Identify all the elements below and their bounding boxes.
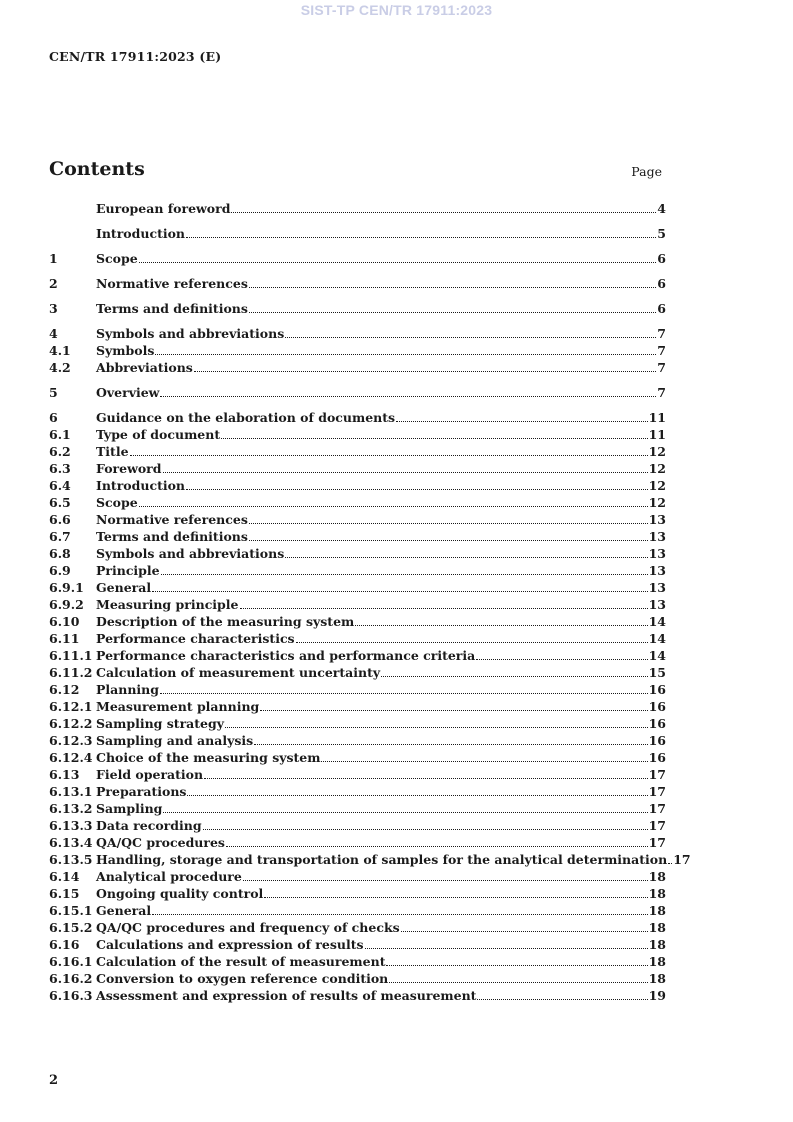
toc-entry-page: 18 (648, 886, 666, 901)
toc-entry-title: Type of document (96, 427, 221, 442)
toc-entry-page: 18 (648, 971, 666, 986)
toc-entry[interactable] (49, 750, 666, 767)
toc-entry[interactable] (49, 920, 666, 937)
toc-leader-dots (249, 540, 648, 541)
toc-entry-title: Symbols and abbreviations (96, 326, 285, 341)
toc-entry-page: 7 (657, 360, 666, 375)
toc-entry-title: Foreword (96, 461, 162, 476)
toc-entry-number: 6.12 (49, 682, 80, 697)
toc-entry[interactable] (49, 869, 666, 886)
toc-entry-page: 16 (648, 716, 666, 731)
toc-entry-number: 6.11.1 (49, 648, 93, 663)
toc-leader-dots (264, 897, 647, 898)
toc-entry-page: 17 (648, 784, 666, 799)
toc-entry-number: 6.16.2 (49, 971, 93, 986)
toc-entry[interactable] (49, 529, 666, 546)
toc-entry-page: 18 (648, 903, 666, 918)
toc-leader-dots (401, 931, 648, 932)
toc-entry-number: 6.4 (49, 478, 71, 493)
toc-leader-dots (139, 262, 657, 263)
toc-entry-number: 4.2 (49, 360, 71, 375)
toc-entry-title: Calculations and expression of results (96, 937, 364, 952)
toc-entry-title: Measuring principle (96, 597, 239, 612)
toc-leader-dots (186, 237, 656, 238)
toc-entry-title: Performance characteristics (96, 631, 295, 646)
toc-entry[interactable] (49, 971, 666, 988)
toc-entry-page: 6 (657, 276, 666, 291)
toc-entry[interactable] (49, 461, 666, 478)
toc-leader-dots (163, 472, 648, 473)
toc-entry-page: 13 (648, 597, 666, 612)
toc-entry-title: QA/QC procedures (96, 835, 225, 850)
toc-entry-page: 14 (648, 648, 666, 663)
toc-leader-dots (203, 829, 648, 830)
toc-entry[interactable] (49, 733, 666, 750)
toc-entry[interactable] (49, 546, 666, 563)
toc-leader-dots (365, 948, 648, 949)
toc-entry-number: 6.1 (49, 427, 71, 442)
toc-entry-page: 11 (648, 410, 666, 425)
toc-entry-title: Performance characteristics and performance criteria (96, 648, 476, 663)
toc-entry[interactable] (49, 784, 666, 801)
toc-leader-dots (186, 489, 648, 490)
toc-entry[interactable] (49, 886, 666, 903)
toc-entry-number: 6.13.4 (49, 835, 93, 850)
toc-entry-page: 13 (648, 546, 666, 561)
toc-entry-title: Field operation (96, 767, 204, 782)
toc-entry-number: 6 (49, 410, 58, 425)
toc-leader-dots (260, 710, 647, 711)
toc-entry-number: 6.3 (49, 461, 71, 476)
toc-leader-dots (249, 312, 656, 313)
toc-entry[interactable] (49, 478, 666, 495)
toc-entry-title: Calculation of the result of measurement (96, 954, 386, 969)
toc-entry-number: 6.12.4 (49, 750, 93, 765)
toc-entry-page: 6 (657, 251, 666, 266)
toc-entry-page: 16 (648, 733, 666, 748)
toc-entry-page: 14 (648, 614, 666, 629)
toc-leader-dots (396, 421, 648, 422)
toc-entry-title: Introduction (96, 226, 186, 241)
toc-entry[interactable] (49, 801, 666, 818)
toc-entry-title: General (96, 903, 152, 918)
toc-entry[interactable] (49, 852, 691, 869)
toc-leader-dots (130, 455, 648, 456)
toc-leader-dots (139, 506, 648, 507)
toc-entry-number: 3 (49, 301, 58, 316)
toc-leader-dots (240, 608, 648, 609)
toc-entry-title: Abbreviations (96, 360, 193, 375)
toc-entry-page: 11 (648, 427, 666, 442)
toc-entry-number: 6.16.3 (49, 988, 93, 1003)
toc-leader-dots (231, 212, 656, 213)
toc-entry-title: Conversion to oxygen reference condition (96, 971, 389, 986)
toc-entry-title: Principle (96, 563, 160, 578)
toc-entry[interactable] (49, 818, 666, 835)
toc-entry-title: Terms and definitions (96, 529, 248, 544)
toc-leader-dots (254, 744, 647, 745)
toc-entry-page: 7 (657, 326, 666, 341)
toc-entry-number: 6.9 (49, 563, 71, 578)
toc-entry-page: 16 (648, 682, 666, 697)
toc-entry-page: 17 (648, 818, 666, 833)
toc-entry-number: 6.9.1 (49, 580, 84, 595)
toc-entry-page: 7 (657, 343, 666, 358)
toc-entry[interactable] (49, 385, 666, 402)
toc-leader-dots (381, 676, 647, 677)
toc-entry-number: 6.11 (49, 631, 80, 646)
toc-entry-number: 6.12.1 (49, 699, 93, 714)
toc-leader-dots (355, 625, 647, 626)
toc-entry-page: 17 (673, 852, 691, 867)
toc-entry-title: Choice of the measuring system (96, 750, 321, 765)
toc-entry-title: Assessment and expression of results of measurement (96, 988, 477, 1003)
toc-entry-page: 18 (648, 920, 666, 935)
toc-entry-number: 6.16.1 (49, 954, 93, 969)
toc-entry-title: Preparations (96, 784, 187, 799)
toc-leader-dots (668, 863, 672, 864)
toc-entry-title: Sampling (96, 801, 163, 816)
toc-entry-page: 16 (648, 699, 666, 714)
toc-entry-number: 6.13 (49, 767, 80, 782)
toc-entry-page: 5 (657, 226, 666, 241)
toc-entry[interactable] (49, 665, 666, 682)
toc-entry-number: 6.7 (49, 529, 71, 544)
toc-leader-dots (296, 642, 648, 643)
toc-entry[interactable] (49, 427, 666, 444)
toc-entry[interactable] (49, 444, 666, 461)
toc-entry-number: 6.15.2 (49, 920, 93, 935)
toc-entry-title: Symbols (96, 343, 155, 358)
toc-leader-dots (321, 761, 647, 762)
toc-entry-page: 7 (657, 385, 666, 400)
toc-entry[interactable] (49, 201, 666, 218)
toc-entry-page: 12 (648, 495, 666, 510)
toc-entry[interactable] (49, 988, 666, 1005)
toc-entry[interactable] (49, 767, 666, 784)
toc-entry-number: 6.6 (49, 512, 71, 527)
toc-entry-page: 17 (648, 801, 666, 816)
toc-entry[interactable] (49, 580, 666, 597)
toc-leader-dots (225, 727, 648, 728)
toc-entry-page: 16 (648, 750, 666, 765)
toc-entry-number: 6.12.2 (49, 716, 93, 731)
toc-entry-page: 12 (648, 461, 666, 476)
table-of-contents (49, 201, 691, 1005)
toc-leader-dots (243, 880, 648, 881)
toc-leader-dots (204, 778, 648, 779)
toc-entry-title: Planning (96, 682, 160, 697)
toc-leader-dots (249, 287, 656, 288)
toc-entry-title: Sampling and analysis (96, 733, 254, 748)
toc-entry-title: Measurement planning (96, 699, 260, 714)
toc-entry-title: Guidance on the elaboration of documents (96, 410, 396, 425)
toc-entry-page: 17 (648, 767, 666, 782)
toc-entry[interactable] (49, 597, 666, 614)
toc-entry-number: 6.13.3 (49, 818, 93, 833)
toc-entry-page: 12 (648, 444, 666, 459)
toc-entry-title: European foreword (96, 201, 231, 216)
toc-leader-dots (389, 982, 647, 983)
toc-entry-title: General (96, 580, 152, 595)
toc-leader-dots (226, 846, 648, 847)
toc-entry-title: Description of the measuring system (96, 614, 355, 629)
toc-entry-title: QA/QC procedures and frequency of checks (96, 920, 400, 935)
toc-leader-dots (476, 659, 647, 660)
toc-entry-title: Handling, storage and transportation of samples for the analytical determination (96, 852, 668, 867)
toc-leader-dots (187, 795, 647, 796)
toc-entry-number: 6.5 (49, 495, 71, 510)
toc-entry[interactable] (49, 648, 666, 665)
toc-entry[interactable] (49, 251, 666, 268)
toc-entry-number: 6.2 (49, 444, 71, 459)
toc-entry-title: Normative references (96, 512, 248, 527)
toc-entry-title: Symbols and abbreviations (96, 546, 285, 561)
toc-entry[interactable] (49, 682, 666, 699)
toc-leader-dots (160, 693, 648, 694)
toc-entry-title: Title (96, 444, 129, 459)
toc-entry-page: 13 (648, 580, 666, 595)
toc-entry-page: 12 (648, 478, 666, 493)
toc-leader-dots (285, 337, 656, 338)
toc-leader-dots (163, 812, 647, 813)
toc-leader-dots (161, 574, 648, 575)
toc-entry-page: 15 (648, 665, 666, 680)
toc-entry-number: 6.16 (49, 937, 80, 952)
toc-leader-dots (249, 523, 648, 524)
toc-entry[interactable] (49, 410, 666, 427)
toc-entry[interactable] (49, 360, 666, 377)
toc-entry-number: 6.11.2 (49, 665, 93, 680)
toc-entry-number: 6.10 (49, 614, 80, 629)
toc-entry-number: 6.13.5 (49, 852, 93, 867)
toc-entry[interactable] (49, 495, 666, 512)
toc-entry-title: Sampling strategy (96, 716, 224, 731)
toc-entry-number: 6.14 (49, 869, 80, 884)
toc-leader-dots (155, 354, 656, 355)
toc-entry[interactable] (49, 716, 666, 733)
toc-entry-title: Introduction (96, 478, 186, 493)
toc-entry-page: 14 (648, 631, 666, 646)
toc-entry-page: 4 (657, 201, 666, 216)
watermark: SIST-TP CEN/TR 17911:2023 (300, 2, 493, 18)
toc-entry-number: 6.13.1 (49, 784, 93, 799)
toc-leader-dots (477, 999, 647, 1000)
toc-entry-page: 6 (657, 301, 666, 316)
toc-entry-page: 18 (648, 937, 666, 952)
toc-entry-page: 17 (648, 835, 666, 850)
toc-entry-number: 6.15.1 (49, 903, 93, 918)
toc-entry-title: Ongoing quality control (96, 886, 264, 901)
toc-leader-dots (386, 965, 647, 966)
toc-entry[interactable] (49, 343, 666, 360)
toc-entry-page: 13 (648, 512, 666, 527)
toc-entry-number: 6.15 (49, 886, 80, 901)
toc-leader-dots (152, 914, 647, 915)
toc-entry[interactable] (49, 903, 666, 920)
toc-entry-title: Calculation of measurement uncertainty (96, 665, 381, 680)
toc-leader-dots (152, 591, 647, 592)
toc-entry-title: Overview (96, 385, 160, 400)
toc-entry-title: Analytical procedure (96, 869, 242, 884)
toc-entry-title: Terms and definitions (96, 301, 248, 316)
toc-entry-title: Data recording (96, 818, 202, 833)
toc-leader-dots (160, 396, 656, 397)
toc-entry-title: Scope (96, 495, 138, 510)
toc-entry[interactable] (49, 699, 666, 716)
toc-leader-dots (194, 371, 656, 372)
toc-entry-number: 4.1 (49, 343, 71, 358)
page-column-label: Page (631, 164, 662, 179)
toc-leader-dots (285, 557, 647, 558)
toc-entry-number: 6.9.2 (49, 597, 84, 612)
toc-entry-page: 18 (648, 954, 666, 969)
footer-page-number: 2 (49, 1073, 59, 1088)
toc-entry-number: 6.12.3 (49, 733, 93, 748)
toc-entry[interactable] (49, 835, 666, 852)
toc-entry-page: 13 (648, 563, 666, 578)
toc-entry[interactable] (49, 954, 666, 971)
toc-entry-page: 19 (648, 988, 666, 1003)
contents-heading: Contents (49, 158, 145, 180)
toc-entry-number: 5 (49, 385, 58, 400)
toc-entry[interactable] (49, 631, 666, 648)
toc-entry-number: 6.13.2 (49, 801, 93, 816)
toc-entry-page: 18 (648, 869, 666, 884)
toc-entry-page: 13 (648, 529, 666, 544)
toc-leader-dots (221, 438, 647, 439)
toc-entry-title: Normative references (96, 276, 248, 291)
toc-entry[interactable] (49, 301, 666, 318)
toc-entry-number: 2 (49, 276, 58, 291)
toc-entry[interactable] (49, 512, 666, 529)
document-id: CEN/TR 17911:2023 (E) (49, 49, 222, 64)
toc-entry[interactable] (49, 937, 666, 954)
toc-entry[interactable] (49, 614, 666, 631)
toc-entry-number: 4 (49, 326, 58, 341)
toc-entry[interactable] (49, 326, 666, 343)
toc-entry[interactable] (49, 563, 666, 580)
toc-entry-number: 6.8 (49, 546, 71, 561)
toc-entry-number: 1 (49, 251, 58, 266)
toc-entry[interactable] (49, 276, 666, 293)
toc-entry[interactable] (49, 226, 666, 243)
toc-entry-title: Scope (96, 251, 138, 266)
